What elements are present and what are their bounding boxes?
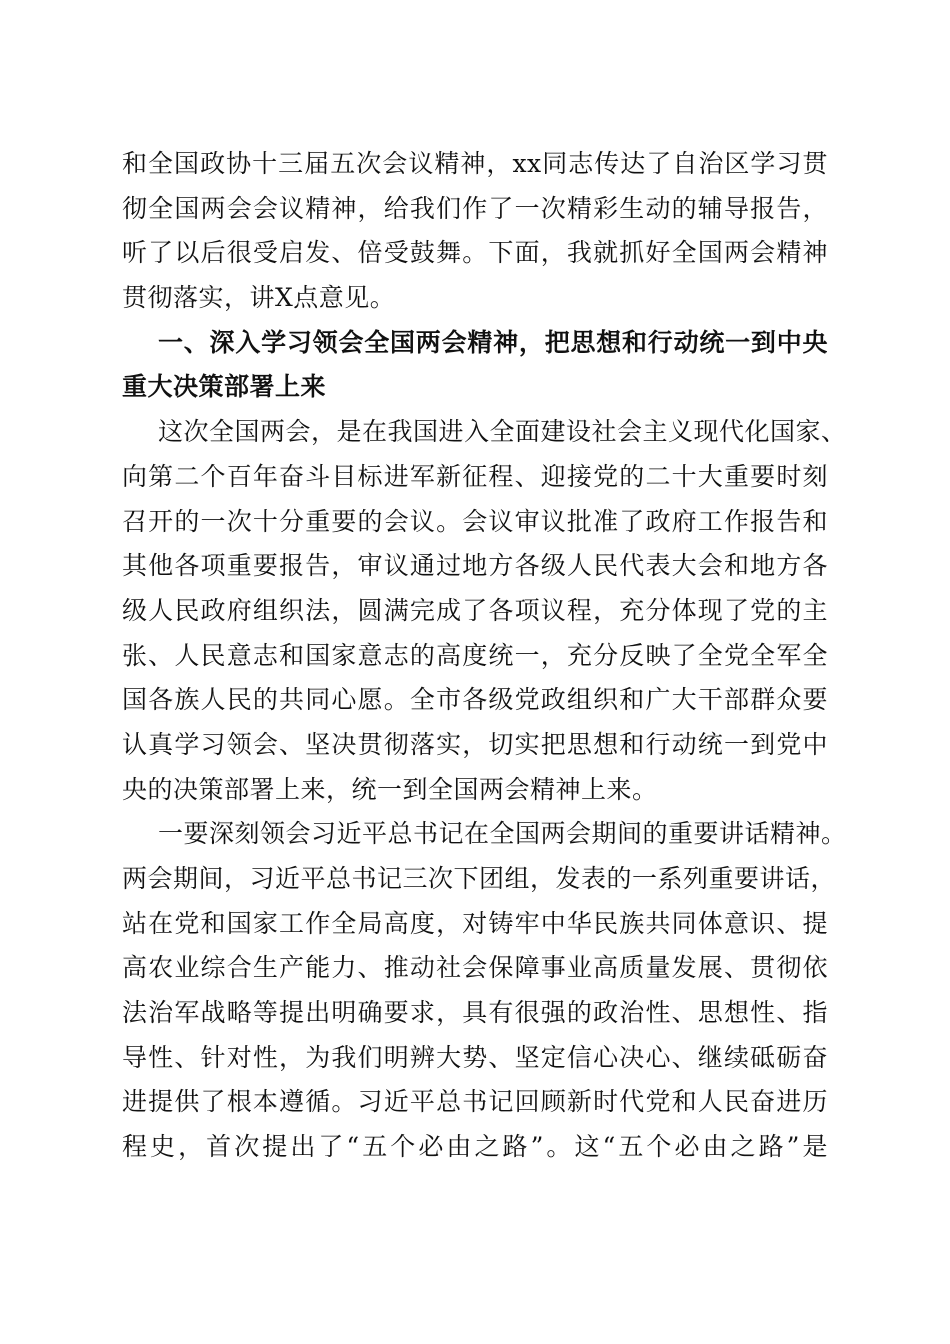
text-line: 听了以后很受启发、倍受鼓舞。下面，我就抓好全国两会精神 xyxy=(122,238,828,268)
text-line: 一要深刻领会习近平总书记在全国两会期间的重要讲话精神。 xyxy=(158,819,847,849)
text-line: 和全国政协十三届五次会议精神，xx同志传达了自治区学习贯 xyxy=(122,149,828,178)
heading-line: 一、深入学习领会全国两会精神，把思想和行动统一到中央 xyxy=(158,327,828,357)
text-line: 导性、针对性，为我们明辨大势、坚定信心决心、继续砥砺奋 xyxy=(122,1042,828,1072)
text-line: 央的决策部署上来，统一到全国两会精神上来。 xyxy=(122,774,658,804)
section-heading xyxy=(122,321,828,410)
heading-line: 重大决策部署上来 xyxy=(122,372,327,402)
text-line: 张、人民意志和国家意志的高度统一，充分反映了全党全军全 xyxy=(122,640,828,670)
paragraph-speech-spirit xyxy=(122,812,847,1170)
text-line: 其他各项重要报告，审议通过地方各级人民代表大会和地方各 xyxy=(122,551,828,581)
text-line: 程史，首次提出了“五个必由之路”。这“五个必由之路”是 xyxy=(122,1132,828,1162)
text-line: 召开的一次十分重要的会议。会议审议批准了政府工作报告和 xyxy=(122,506,828,536)
text-line: 向第二个百年奋斗目标进军新征程、迎接党的二十大重要时刻 xyxy=(122,461,828,491)
paragraph-continuation xyxy=(122,142,828,321)
text-line: 法治军战略等提出明确要求，具有很强的政治性、思想性、指 xyxy=(122,998,828,1028)
text-line: 国各族人民的共同心愿。全市各级党政组织和广大干部群众要 xyxy=(122,685,828,715)
text-line: 认真学习领会、坚决贯彻落实，切实把思想和行动统一到党中 xyxy=(122,729,828,759)
document-body xyxy=(122,142,847,1170)
text-line: 高农业综合生产能力、推动社会保障事业高质量发展、贯彻依 xyxy=(122,953,828,983)
text-line: 两会期间，习近平总书记三次下团组，发表的一系列重要讲话， xyxy=(122,864,837,893)
text-line: 进提供了根本遵循。习近平总书记回顾新时代党和人民奋进历 xyxy=(122,1087,828,1117)
text-line: 彻全国两会会议精神，给我们作了一次精彩生动的辅导报告， xyxy=(122,193,828,223)
text-line: 这次全国两会，是在我国进入全面建设社会主义现代化国家、 xyxy=(158,417,847,447)
text-line: 级人民政府组织法，圆满完成了各项议程，充分体现了党的主 xyxy=(122,595,828,625)
paragraph-meeting-overview xyxy=(122,410,847,812)
text-line: 贯彻落实，讲X点意见。 xyxy=(122,283,396,313)
text-line: 站在党和国家工作全局高度，对铸牢中华民族共同体意识、提 xyxy=(122,908,828,938)
